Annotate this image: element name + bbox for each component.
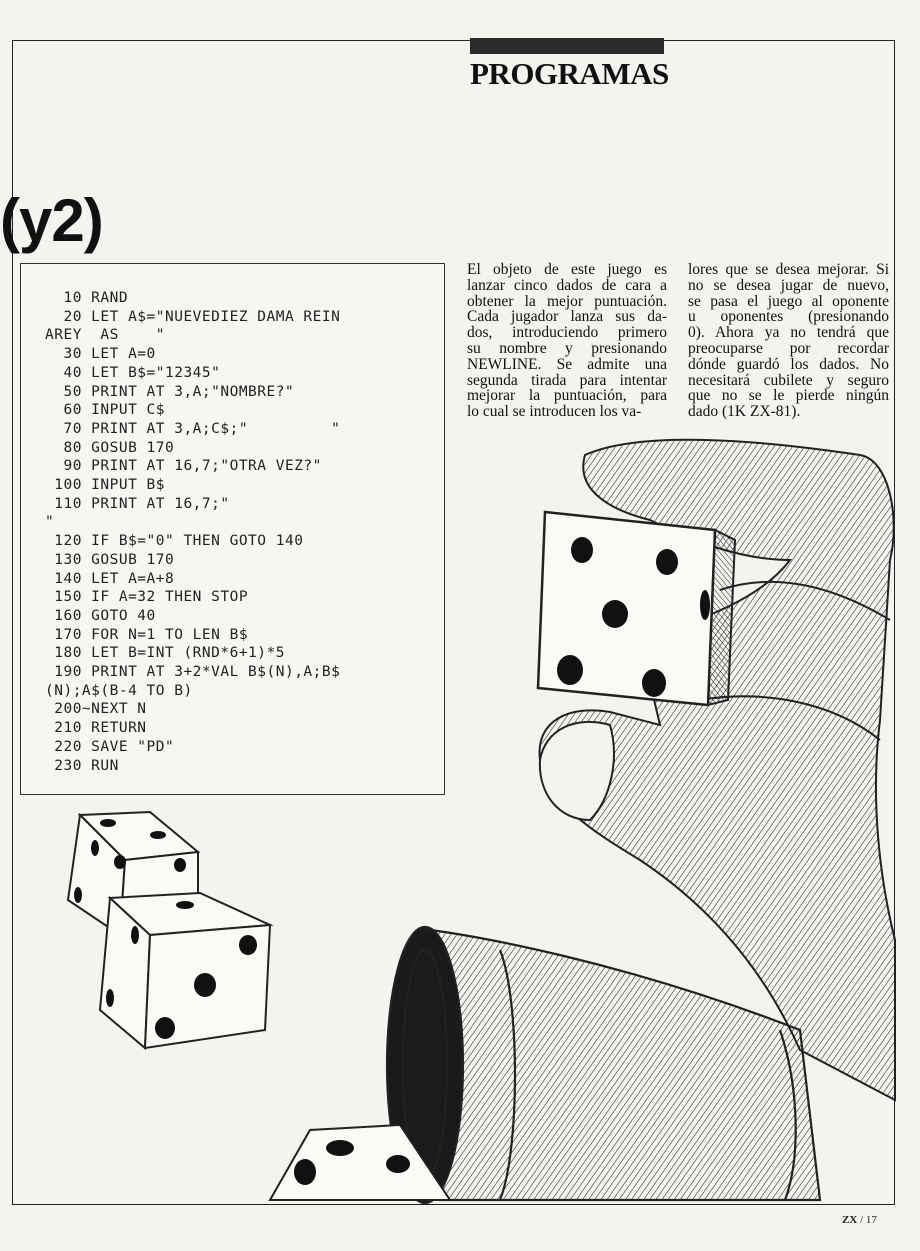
article-line: u oponentes (presionando	[688, 308, 889, 326]
code-line: 60 INPUT C$	[45, 402, 165, 419]
loose-die-2-drawing	[100, 893, 270, 1048]
article-line: Cada jugador lanza sus da-	[467, 308, 667, 326]
article-line: 0). Ahora ya no tendrá que	[688, 324, 889, 342]
code-line: 210 RETURN	[45, 720, 147, 737]
article-line: lanzar cinco dados de cara a	[467, 276, 667, 294]
code-line: 80 GOSUB 170	[45, 439, 175, 456]
code-line: 190 PRINT AT 3+2*VAL B$(N),A;B$	[45, 664, 341, 680]
article-line: lores que se desea mejorar. Si	[688, 261, 889, 278]
code-line: 150 IF A=32 THEN STOP	[45, 589, 249, 606]
article-line: dos, introduciendo primero	[467, 324, 667, 342]
code-line: 70 PRINT AT 3,A;C$;" "	[45, 420, 341, 437]
code-line: 220 SAVE "PD"	[45, 738, 175, 755]
code-line: 160 GOTO 40	[45, 607, 156, 624]
article-line: preocuparse por recordar	[688, 340, 889, 357]
article-line: segunda tirada para intentar	[467, 371, 667, 389]
code-line: 10 RAND	[45, 290, 129, 306]
code-line: 200~NEXT N	[45, 701, 147, 718]
article-line: obtener la mejor puntuación.	[467, 292, 667, 310]
code-line: 130 GOSUB 170	[45, 551, 175, 568]
article-line: que no se le pierde ningún	[688, 387, 889, 405]
code-line: 40 LET B$="12345"	[45, 364, 221, 381]
article-line: El objeto de este juego es	[467, 261, 667, 278]
code-line: (N);A$(B-4 TO B)	[45, 682, 193, 699]
article-line: no se desea jugar de nuevo,	[688, 276, 889, 294]
title-fragment: (y2)	[0, 187, 103, 254]
article-line: necesitará cubilete y seguro	[688, 371, 889, 389]
article-line: dado (1K ZX-81).	[688, 403, 801, 421]
article-line: lo cual se introducen los va-	[467, 403, 642, 421]
code-line: 180 LET B=INT (RND*6+1)*5	[45, 645, 285, 662]
article-line: su nombre y presionando	[467, 340, 667, 357]
article-line: se pasa el juego al oponente	[688, 292, 889, 310]
article-line: dónde guardó los dados. No	[688, 355, 889, 373]
code-line: AREY AS "	[45, 327, 165, 344]
held-die-drawing	[538, 512, 735, 705]
code-line: 90 PRINT AT 16,7;"OTRA VEZ?"	[45, 458, 322, 475]
code-line: 30 LET A=0	[45, 346, 156, 363]
code-line: "	[45, 514, 55, 531]
code-line: 170 FOR N=1 TO LEN B$	[45, 626, 249, 643]
code-line: 100 INPUT B$	[45, 477, 165, 493]
article-line: mejorar la puntuación, para	[467, 387, 667, 405]
article-line: NEWLINE. Se admite una	[467, 355, 667, 373]
code-line: 20 LET A$="NUEVEDIEZ DAMA REIN	[45, 308, 341, 325]
code-line: 50 PRINT AT 3,A;"NOMBRE?"	[45, 383, 295, 400]
code-line: 120 IF B$="0" THEN GOTO 140	[45, 533, 304, 550]
code-line: 110 PRINT AT 16,7;"	[45, 495, 230, 512]
code-line: 140 LET A=A+8	[45, 570, 175, 587]
code-line: 230 RUN	[45, 757, 119, 774]
page-footer: ZX / 17	[842, 1214, 877, 1226]
section-title: PROGRAMAS	[470, 56, 669, 91]
